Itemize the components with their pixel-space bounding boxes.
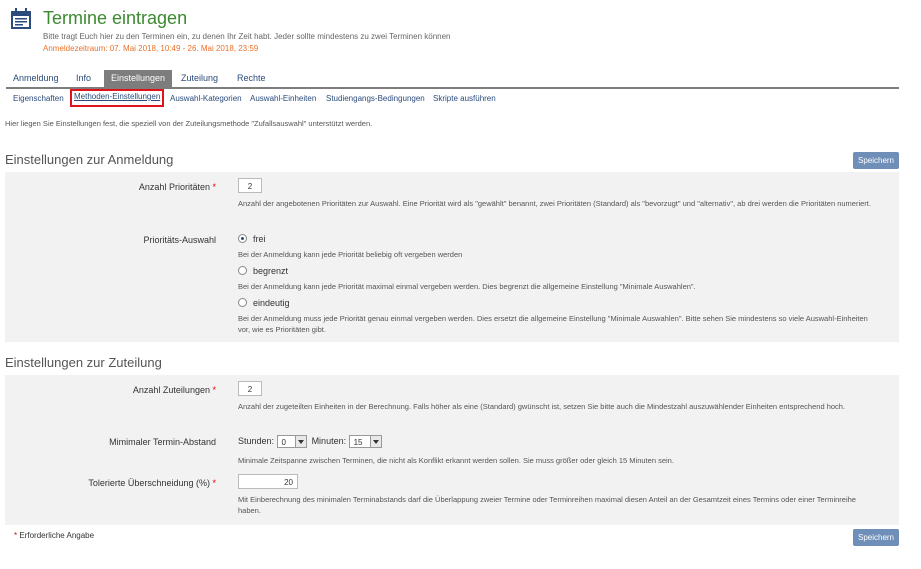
priorities-help: Anzahl der angebotenen Prioritäten zur Auswahl. Eine Priorität wird als "gewählt" benannt, zwei Prioritäten (Standard) als "bevorzugt" und "alternativ", ab drei werden die Prioritäten numeriert. <box>238 199 871 208</box>
tab-zuteilung[interactable]: Zuteilung <box>181 73 219 83</box>
chevron-down-icon <box>370 436 381 447</box>
distance-help: Minimale Zeitspanne zwischen Terminen, die nicht als Konflikt erkannt werden sollen. Sie muss größer oder gleich 15 Minuten sein. <box>238 456 674 465</box>
radio-button[interactable] <box>238 234 247 243</box>
subnav-methoden-einstellungen[interactable]: Methoden-Einstellungen <box>70 89 164 107</box>
radio-begrenzt[interactable]: begrenzt <box>238 266 288 276</box>
radio-button[interactable] <box>238 298 247 307</box>
selection-label: Prioritäts-Auswahl <box>143 235 216 245</box>
panel-anmeldung <box>5 172 899 342</box>
distance-label: Mimimaler Termin-Abstand <box>109 437 216 447</box>
required-note: * Erforderliche Angabe <box>14 531 95 540</box>
page-title: Termine eintragen <box>43 8 188 28</box>
assign-help: Anzahl der zugeteilten Einheiten in der Berechnung. Falls höher als eine (Standard) gwünscht ist, setzen Sie bitte auch die Mindestzahl auszuwählender Einheiten entsprechend hoch. <box>238 402 846 411</box>
overlap-help: Mit Einberechnung des minimalen Terminabstands darf die Überlappung zweier Termine oder Terminreihen maximal diesen Anteil an der Gesamtzeit eines Termins oder einer Terminreihe haben. <box>238 495 856 515</box>
minutes-label: Minuten: <box>311 435 347 446</box>
hours-select[interactable]: 0 <box>277 435 307 448</box>
save-button-top[interactable]: Speichern <box>853 152 899 169</box>
subnav-eigenschaften[interactable]: Eigenschaften <box>13 94 64 103</box>
priorities-input[interactable]: 2 <box>238 178 262 193</box>
minutes-select[interactable]: 15 <box>349 435 382 448</box>
distance-controls <box>238 435 382 448</box>
tab-info[interactable]: Info <box>76 73 92 83</box>
page-header <box>8 4 913 64</box>
subnav-skripte-ausfuehren[interactable]: Skripte ausführen <box>433 94 496 103</box>
page-subtitle: Bitte tragt Euch hier zu den Terminen ein, zu denen Ihr Zeit habt. Jeder sollte mindestens zu zwei Terminen können <box>43 32 451 41</box>
section-title-zuteilung: Einstellungen zur Zuteilung <box>5 355 162 370</box>
radio-frei[interactable]: frei <box>238 234 266 244</box>
radio-button[interactable] <box>238 266 247 275</box>
registration-period: Anmeldezeitraum: 07. Mai 2018, 10:49 - 26. Mai 2018, 23:59 <box>43 44 259 53</box>
intro-text: Hier liegen Sie Einstellungen fest, die speziell von der Zuteilungsmethode "Zufallsauswahl" unterstützt werden. <box>5 119 373 128</box>
calendar-icon <box>10 8 32 30</box>
hours-label: Stunden: <box>238 435 275 446</box>
overlap-input[interactable]: 20 <box>238 474 298 489</box>
radio-eindeutig[interactable]: eindeutig <box>238 298 290 308</box>
section-title-anmeldung: Einstellungen zur Anmeldung <box>5 152 174 167</box>
radio-eindeutig-help: Bei der Anmeldung muss jede Priorität genau einmal vergeben werden. Dies ersetzt die allgemeine Einstellung "Minimale Auswahlen". Bitte sehen Sie mindestens so viele Auswahl-Einheiten vor, wie es Prioritäten gibt. <box>238 314 868 334</box>
main-tabs <box>6 70 899 89</box>
overlap-label: Tolerierte Überschneidung (%) * <box>88 478 216 488</box>
subnav-studiengangs-bedingungen[interactable]: Studiengangs-Bedingungen <box>326 94 425 103</box>
radio-frei-help: Bei der Anmeldung kann jede Priorität beliebig oft vergeben werden <box>238 250 463 259</box>
radio-begrenzt-help: Bei der Anmeldung kann jede Priorität maximal einmal vergeben werden. Dies begrenzt die allgemeine Einstellung "Minimale Auswahlen". <box>238 282 696 291</box>
chevron-down-icon <box>295 436 306 447</box>
tab-einstellungen[interactable]: Einstellungen <box>104 70 172 87</box>
priorities-label: Anzahl Prioritäten * <box>138 182 216 192</box>
save-button-bottom[interactable]: Speichern <box>853 529 899 546</box>
panel-zuteilung <box>5 375 899 525</box>
subnav-auswahl-kategorien[interactable]: Auswahl-Kategorien <box>170 94 242 103</box>
assign-input[interactable]: 2 <box>238 381 262 396</box>
subnav-auswahl-einheiten[interactable]: Auswahl-Einheiten <box>250 94 317 103</box>
tab-rechte[interactable]: Rechte <box>237 73 266 83</box>
assign-label: Anzahl Zuteilungen * <box>132 385 216 395</box>
tab-anmeldung[interactable]: Anmeldung <box>13 73 59 83</box>
